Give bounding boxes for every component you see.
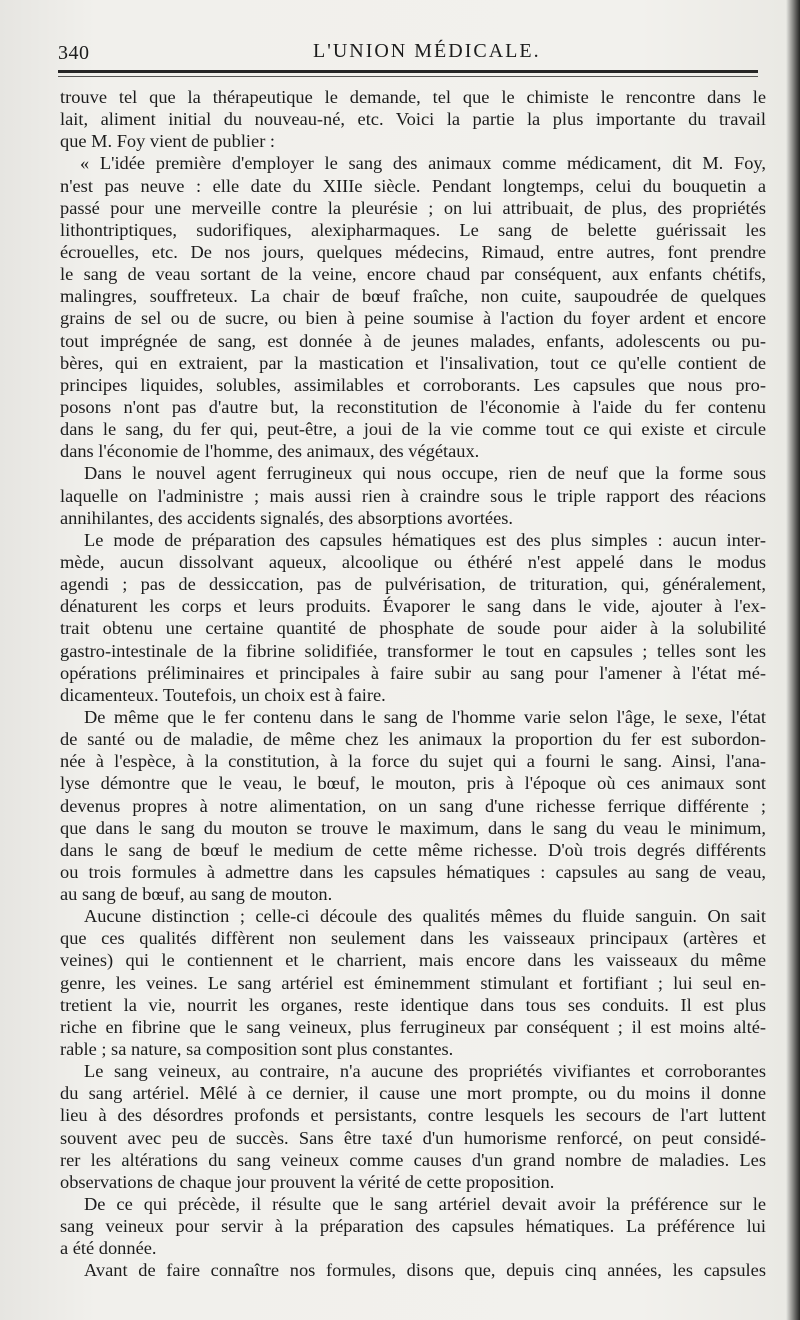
text-line: grains de sel ou de sucre, ou bien à peine soumise à l'action du foyer ardent et encore bbox=[60, 308, 766, 329]
text-line: genre, les veines. Le sang artériel est éminemment stimulant et fortifiant ; lui seul en- bbox=[60, 972, 766, 993]
text-line: annihilantes, des accidents signalés, des absorptions avortées. bbox=[60, 507, 514, 528]
text-line: dans l'économie de l'homme, des animaux, des végétaux. bbox=[60, 441, 480, 462]
text-line: mède, aucun dissolvant aqueux, alcoolique ou éthéré n'est appelé dans le modus bbox=[60, 551, 766, 572]
text-line: Le sang veineux, au contraire, n'a aucune des propriétés vivifiantes et corroborantes bbox=[84, 1061, 766, 1082]
text-line: écrouelles, etc. De nos jours, quelques médecins, Rimaud, entre autres, font prendre bbox=[60, 241, 766, 262]
text-line: gastro-intestinale de la fibrine solidifiée, transformer le tout en capsules ; telles sont les bbox=[60, 640, 766, 661]
text-line: trouve tel que la thérapeutique le demande, tel que le chimiste le rencontre dans le bbox=[60, 87, 766, 107]
text-line: De même que le fer contenu dans le sang de l'homme varie selon l'âge, le sexe, l'état bbox=[84, 706, 766, 727]
text-line: passé pour une merveille contre la pleurésie ; on lui attribuait, de plus, des propriétés bbox=[60, 197, 766, 218]
text-line: dénaturent les corps et leurs produits. Évaporer le sang dans le vide, ajouter à l'ex- bbox=[60, 596, 766, 617]
text-line: au sang de bœuf, au sang de mouton. bbox=[60, 884, 333, 905]
text-line: malingres, souffreteux. La chair de bœuf fraîche, non cuite, saupoudrée de quelques bbox=[60, 286, 766, 307]
text-line: dicamenteux. Toutefois, un choix est à faire. bbox=[60, 684, 386, 705]
text-line: rer les altérations du sang veineux comme causes d'un grand nombre de maladies. Les bbox=[60, 1149, 766, 1170]
text-line: principes liquides, solubles, assimilables et corroborants. Les capsules que nous pro- bbox=[60, 374, 766, 395]
text-line: observations de chaque jour prouvent la vérité de cette proposition. bbox=[60, 1171, 555, 1192]
text-line: Le mode de préparation des capsules hématiques est des plus simples : aucun inter- bbox=[84, 529, 766, 550]
text-line: souvent avec peu de succès. Sans être taxé d'un humorisme renforcé, on peut considé- bbox=[60, 1127, 766, 1148]
page-header bbox=[58, 36, 768, 72]
text-line: « L'idée première d'employer le sang des animaux comme médicament, dit M. Foy, bbox=[80, 153, 766, 174]
text-line: Aucune distinction ; celle-ci découle des qualités mêmes du fluide sanguin. On sait bbox=[84, 906, 766, 927]
text-line: veines) qui le contiennent et le charrient, mais encore dans les vaisseaux du même bbox=[60, 950, 766, 971]
text-line: dans le sang, du fer qui, peut-être, a joui de la vie comme tout ce qui existe et circule bbox=[60, 419, 766, 440]
text-line: lithontriptiques, sudorifiques, alexipharmaques. Le sang de belette guérissait les bbox=[60, 219, 766, 240]
text-line: que ces qualités diffèrent non seulement dans les vaisseaux principaux (artères et bbox=[60, 928, 766, 949]
running-title: L'UNION MÉDICALE. bbox=[313, 40, 541, 62]
text-line: De ce qui précède, il résulte que le sang artériel devait avoir la préférence sur le bbox=[84, 1194, 766, 1215]
text-line: dans le sang de bœuf le medium de cette même richesse. D'où trois degrés différents bbox=[60, 839, 766, 860]
text-line: bères, qui en extraient, par la mastication et l'insalivation, tout ce qu'elle contient de bbox=[60, 352, 766, 373]
text-line: a été donnée. bbox=[60, 1238, 157, 1259]
text-line: laquelle on l'administre ; mais aussi rien à craindre sous le triple rapport des réacions bbox=[60, 485, 766, 506]
text-line: tout imprégnée de sang, est donnée à de jeunes malades, enfants, adolescents ou pu- bbox=[60, 330, 766, 351]
text-line: de santé ou de maladie, de même chez les animaux la proportion du fer est subordon- bbox=[60, 729, 766, 750]
text-line: le sang de veau sortant de la veine, encore chaud par conséquent, aux enfants chétifs, bbox=[60, 264, 766, 285]
page-edge-shadow bbox=[786, 0, 800, 1320]
text-line: riche en fibrine que le sang veineux, plus ferrugineux par conséquent ; il est moins alté- bbox=[60, 1016, 766, 1037]
text-line: devenus propres à notre alimentation, on un sang d'une richesse ferrique différente ; bbox=[60, 795, 766, 816]
text-line: Dans le nouvel agent ferrugineux qui nous occupe, rien de neuf que la forme sous bbox=[84, 463, 766, 484]
text-line: lyse démontre que le veau, le bœuf, le mouton, pris à l'époque où ces animaux sont bbox=[60, 773, 766, 794]
text-line: du sang artériel. Mêlé à ce dernier, il cause une mort prompte, ou du moins il donne bbox=[60, 1083, 766, 1104]
header-rule bbox=[58, 70, 758, 73]
text-line: lait, aliment initial du nouveau-né, etc. Voici la partie la plus importante du travail bbox=[60, 109, 766, 130]
page-number: 340 bbox=[58, 42, 90, 64]
text-line: Avant de faire connaître nos formules, disons que, depuis cinq années, les capsules bbox=[84, 1260, 766, 1281]
text-line: que dans le sang du mouton se trouve le maximum, dans le sang du veau le minimum, bbox=[60, 817, 766, 838]
text-line: trait obtenu une certaine quantité de phosphate de soude pour aider à la solubilité bbox=[60, 618, 766, 639]
text-line: née à l'espèce, à la constitution, à la force du sujet qui a fourni le sang. Ainsi, l'ana- bbox=[60, 751, 766, 772]
text-line: rable ; sa nature, sa composition sont plus constantes. bbox=[60, 1039, 454, 1060]
text-line: tretient la vie, nourrit les organes, reste identique dans tous ses conduits. Il est plus bbox=[60, 994, 766, 1015]
text-line: lieu à des désordres profonds et persistants, contre lesquels les secours de l'art luttent bbox=[60, 1105, 766, 1126]
text-line: agendi ; pas de dessiccation, pas de pulvérisation, de trituration, qui, généralement, bbox=[60, 574, 766, 595]
text-line: que M. Foy vient de publier : bbox=[60, 131, 276, 152]
text-line: ou trois formules à admettre dans les capsules hématiques : capsules au sang de veau, bbox=[60, 861, 766, 882]
article-body bbox=[60, 86, 766, 1282]
text-line: n'est pas neuve : elle date du XIIIe siècle. Pendant longtemps, celui du bouquetin a bbox=[60, 175, 766, 196]
text-line: posons n'ont pas d'autre but, la reconstitution de l'économie à l'aide du fer contenu bbox=[60, 396, 766, 417]
header-rule-thin bbox=[58, 76, 758, 77]
text-line: sang veineux pour servir à la préparation des capsules hématiques. La préférence lui bbox=[60, 1216, 766, 1237]
text-line: opérations préliminaires et principales à faire subir au sang pour l'amener à l'état mé- bbox=[60, 662, 766, 683]
